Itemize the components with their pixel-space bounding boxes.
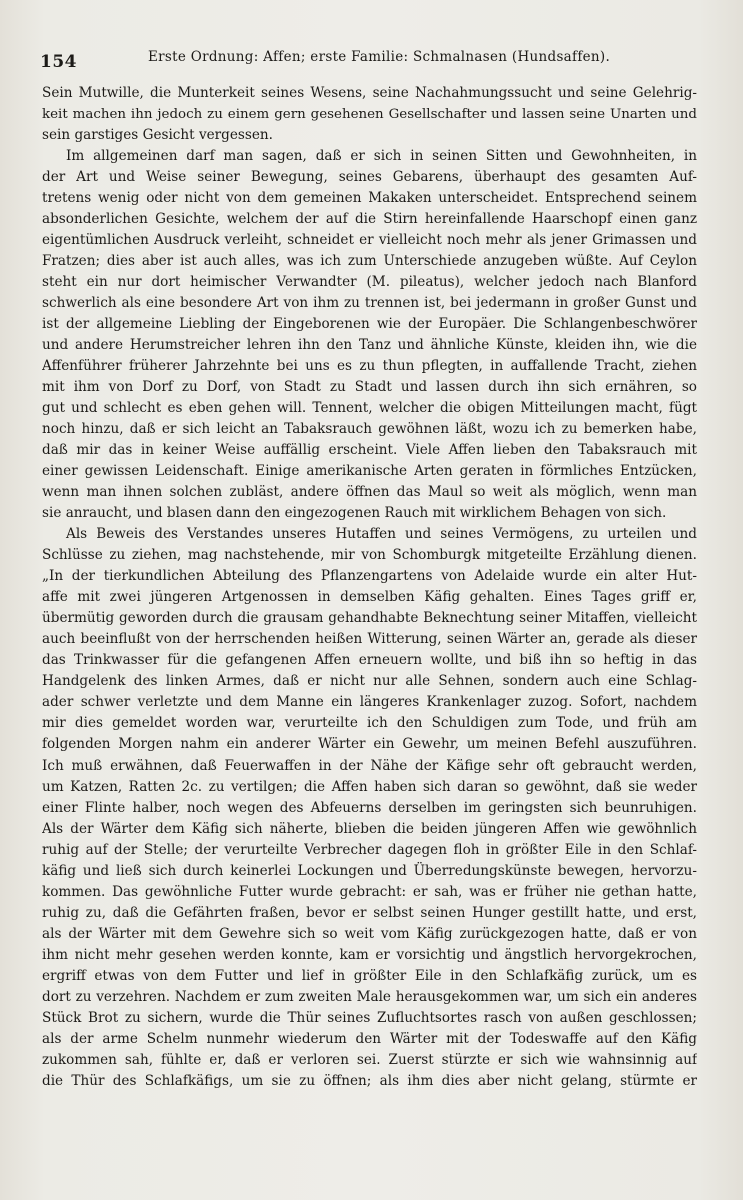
text-line: affe mit zwei jüngeren Artgenossen in demselben Käfig gehalten. Eines Tages griff er, — [42, 589, 697, 606]
text-line: ihm nicht mehr gesehen werden konnte, kam er vorsichtig und ängstlich hervorgekrochen, — [42, 946, 697, 963]
text-line: Schlüsse zu ziehen, mag nachstehende, mir von Schomburgk mitgeteilte Erzählung dienen. — [42, 547, 697, 564]
text-line: „In der tierkundlichen Abteilung des Pflanzengartens von Adelaide wurde ein alter Hut- — [42, 568, 697, 585]
text-line: Sein Mutwille, die Munterkeit seines Wesens, seine Nachahmungssucht und seine Gelehrig- — [42, 85, 697, 101]
text-line: daß mir das in keiner Weise auffällig erscheint. Viele Affen lieben den Tabaksrauch mit — [42, 442, 697, 459]
text-line: Als Beweis des Verstandes unseres Hutaffen und seines Vermögens, zu urteilen und — [66, 526, 697, 543]
text-line: wenn man ihnen solchen zubläst, andere öffnen das Maul so weit als möglich, wenn man — [42, 484, 697, 501]
body-text — [42, 83, 697, 1092]
text-line: eigentümlichen Ausdruck verleiht, schneidet er vielleicht noch mehr als jener Grimassen und — [42, 232, 697, 249]
text-line: der Art und Weise seiner Bewegung, seines Gebarens, überhaupt des gesamten Auf- — [42, 169, 697, 186]
text-line: noch hinzu, daß er sich leicht an Tabaksrauch gewöhnen läßt, wozu ich zu bemerken habe, — [42, 421, 697, 438]
text-line: kommen. Das gewöhnliche Futter wurde gebracht: er sah, was er früher nie gethan hatte, — [42, 883, 697, 900]
text-line: ruhig zu, daß die Gefährten fraßen, bevor er selbst seinen Hunger gestillt hatte, und erst, — [42, 904, 697, 921]
page-header — [40, 46, 700, 76]
text-line: schwerlich als eine besondere Art von ihm zu trennen ist, bei jedermann in großer Gunst und — [42, 295, 697, 312]
text-line: übermütig geworden durch die grausam gehandhabte Beknechtung seiner Mitaffen, vielleicht — [42, 610, 697, 627]
text-line: als der Wärter mit dem Gewehre sich so weit vom Käfig zurückgezogen hatte, daß er von — [42, 925, 697, 942]
running-head: Erste Ordnung: Affen; erste Familie: Schmalnasen (Hundsaffen). — [148, 49, 611, 65]
text-line: absonderlichen Gesichte, welchem der auf die Stirn hereinfallende Haarschopf einen ganz — [42, 211, 697, 228]
text-line: Fratzen; dies aber ist auch alles, was ich zum Unterschiede anzugeben wüßte. Auf Ceylon — [42, 253, 697, 270]
text-line: um Katzen, Ratten 2c. zu vertilgen; die Affen haben sich daran so gewöhnt, daß sie weder — [42, 778, 697, 795]
text-line: dort zu verzehren. Nachdem er zum zweiten Male herausgekommen war, um sich ein anderes — [42, 988, 697, 1005]
page-number: 154 — [40, 52, 77, 72]
text-line: steht ein nur dort heimischer Verwandter (M. pileatus), welcher jedoch nach Blanford — [42, 274, 697, 291]
text-line: zukommen sah, fühlte er, daß er verloren sei. Zuerst stürzte er sich wie wahnsinnig auf — [42, 1051, 697, 1068]
text-line: einer gewissen Leidenschaft. Einige amerikanische Arten geraten in förmliches Entzücken, — [42, 463, 697, 480]
text-line: keit machen ihn jedoch zu einem gern gesehenen Gesellschafter und lassen seine Unarten und — [42, 107, 697, 123]
text-line: ruhig auf der Stelle; der verurteilte Verbrecher dagegen floh in größter Eile in den Schlaf- — [42, 841, 697, 858]
text-line: als der arme Schelm nunmehr wiederum den Wärter mit der Todeswaffe auf den Käfig — [42, 1030, 697, 1047]
text-line: auch beeinflußt von der herrschenden heißen Witterung, seinen Wärter an, gerade als dieser — [42, 631, 697, 648]
text-line: die Thür des Schlafkäfigs, um sie zu öffnen; als ihm dies aber nicht gelang, stürmte er — [42, 1072, 697, 1089]
text-line: Stück Brot zu sichern, wurde die Thür seines Zufluchtsortes rasch von außen geschlossen; — [42, 1009, 697, 1026]
text-line: Affenführer früherer Jahrzehnte bei uns es zu thun pflegten, in auffallende Tracht, ziehen — [42, 358, 697, 375]
text-line: einer Flinte halber, noch wegen des Abfeuerns derselben im geringsten sich beunruhigen. — [42, 799, 697, 816]
text-line: ist der allgemeine Liebling der Eingeborenen wie der Europäer. Die Schlangenbeschwörer — [42, 316, 697, 333]
text-line: sie anraucht, und blasen dann den eingezogenen Rauch mit wirklichem Behagen von sich. — [42, 505, 667, 522]
text-line: Als der Wärter dem Käfig sich näherte, blieben die beiden jüngeren Affen wie gewöhnlich — [42, 820, 697, 837]
text-line: sein garstiges Gesicht vergessen. — [42, 127, 274, 144]
text-line: das Trinkwasser für die gefangenen Affen erneuern wollte, und biß ihn so heftig in das — [42, 652, 697, 669]
text-line: mit ihm von Dorf zu Dorf, von Stadt zu Stadt und lassen durch ihn sich ernähren, so — [42, 379, 697, 396]
text-line: Ich muß erwähnen, daß Feuerwaffen in der Nähe der Käfige sehr oft gebraucht werden, — [42, 757, 697, 774]
text-line: käfig und ließ sich durch keinerlei Lockungen und Überredungskünste bewegen, hervorzu- — [42, 862, 697, 879]
text-line: ader schwer verletzte und dem Manne ein längeres Krankenlager zuzog. Sofort, nachdem — [42, 694, 697, 711]
text-line: mir dies gemeldet worden war, verurteilte ich den Schuldigen zum Tode, und früh am — [42, 715, 697, 732]
text-line: Handgelenk des linken Armes, daß er nicht nur alle Sehnen, sondern auch eine Schlag- — [42, 673, 697, 690]
text-line: folgenden Morgen nahm ein anderer Wärter ein Gewehr, um meinen Befehl auszuführen. — [42, 736, 697, 753]
text-line: und andere Herumstreicher lehren ihn den Tanz und ähnliche Künste, kleiden ihn, wie die — [42, 337, 697, 354]
text-line: tretens wenig oder nicht von dem gemeinen Makaken unterscheidet. Entsprechend seinem — [42, 190, 697, 207]
text-line: ergriff etwas von dem Futter und lief in größter Eile in den Schlafkäfig zurück, um es — [42, 967, 697, 984]
text-line: Im allgemeinen darf man sagen, daß er sich in seinen Sitten und Gewohnheiten, in — [66, 148, 697, 165]
text-line: gut und schlecht es eben gehen will. Tennent, welcher die obigen Mitteilungen macht, fügt — [42, 400, 697, 417]
